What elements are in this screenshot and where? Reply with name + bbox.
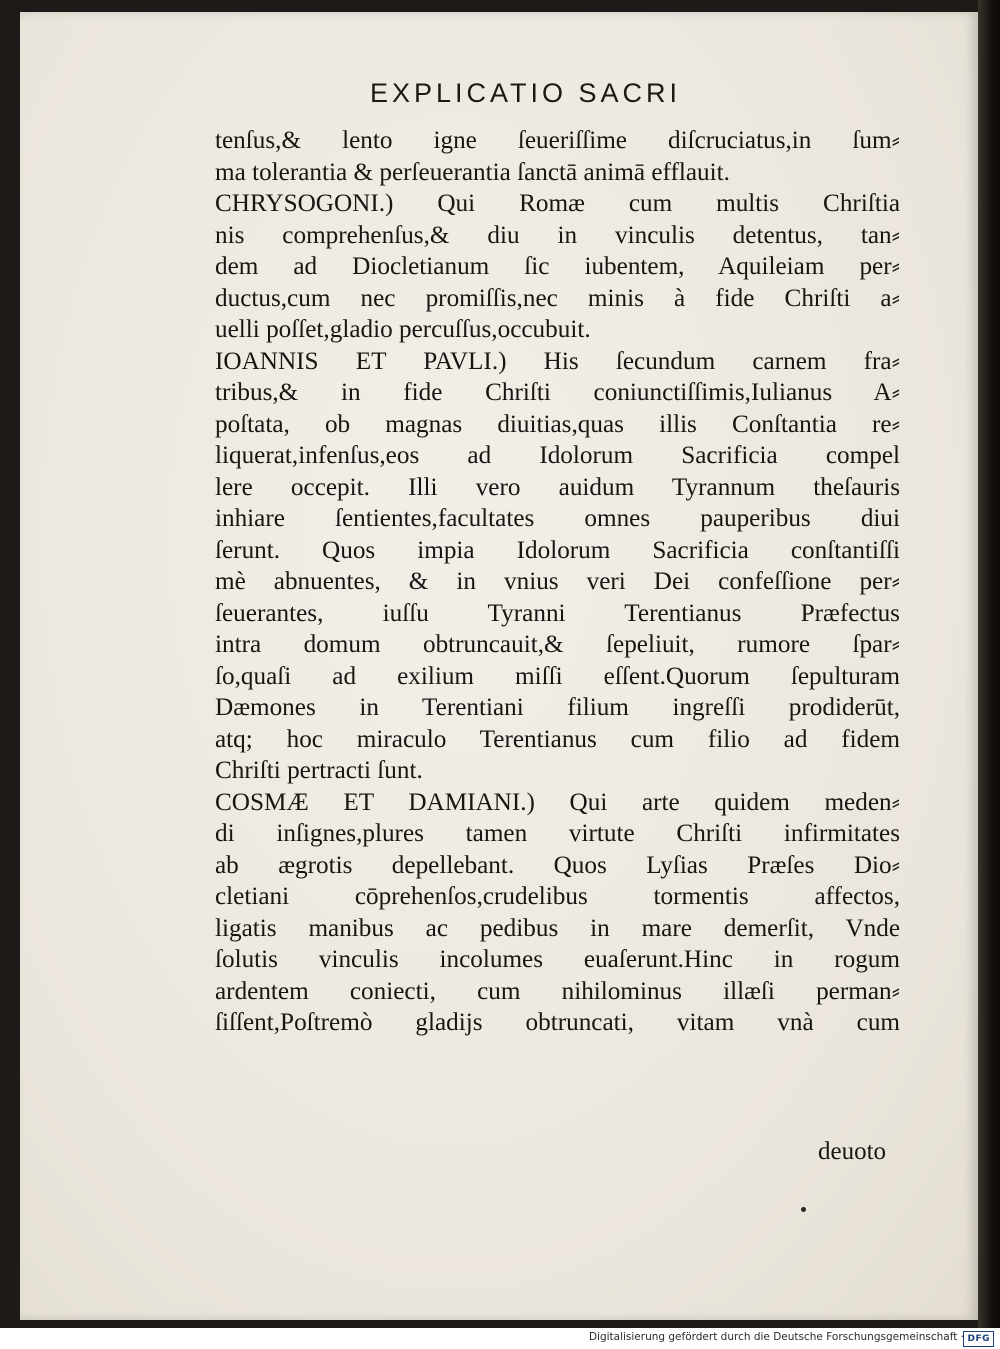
text-line: nis comprehenſus,& diu in vinculis detentus, tan⸗ [215, 221, 900, 249]
text-line: ſeuerantes, iuſſu Tyranni Terentianus Præfectus [215, 599, 900, 627]
text-line: tenſus,& lento igne ſeueriſſime diſcruciatus,in ſum⸗ [215, 127, 900, 154]
section-chrysogoni: CHRYSOGONI.) Qui Romæ cum multis Chriſtia [215, 190, 900, 217]
text-line: ſolutis vinculis incolumes euaſerunt.Hinc in rogum [215, 946, 900, 973]
text-line: tribus,& in fide Chriſti coniunctiſſimis,Iulianus A⸗ [215, 379, 900, 406]
text-line: ſo,quaſi ad exilium miſſi eſſent.Quorum ſepulturam [215, 662, 900, 690]
text-line: di inſignes,plures tamen virtute Chriſti infirmitates [215, 820, 900, 847]
text-line: mè abnuentes, & in vnius veri Dei confeſſione per⸗ [215, 568, 900, 595]
text-line: cletiani cōprehenſos,crudelibus tormentis affectos, [215, 883, 900, 910]
text-line: liquerat,infenſus,eos ad Idolorum Sacrificia compel [215, 442, 900, 469]
section-ioannis-et-pauli: IOANNIS ET PAVLI.) His ſecundum carnem fra⸗ [215, 347, 900, 375]
text-line: ab ægrotis depellebant. Quos Lyſias Præſes Dio⸗ [215, 851, 900, 879]
text-line: ſerunt. Quos impia Idolorum Sacrificia conſtantiſſi [215, 536, 900, 564]
digitization-credit: Digitalisierung gefördert durch die Deutsche Forschungsgemeinschaft · [588, 1331, 964, 1343]
text-line: Chriſti pertracti ſunt. [215, 757, 423, 784]
text-line: atq; hoc miraculo Terentianus cum filio ad fidem [215, 725, 900, 753]
text-line: ductus,cum nec promiſſis,nec minis à fide Chriſti a⸗ [215, 284, 900, 312]
main-text-block [215, 125, 900, 1039]
running-head: EXPLICATIO SACRI [370, 78, 682, 108]
text-line: ſiſſent,Poſtremò gladijs obtruncati, vitam vnà cum [215, 1009, 900, 1036]
text-line: inhiare ſentientes,facultates omnes pauperibus diui [215, 505, 900, 532]
text-line: poſtata, ob magnas diuitias,quas illis Conſtantia re⸗ [215, 410, 900, 438]
text-line: ligatis manibus ac pedibus in mare demerſit, Vnde [215, 914, 900, 942]
text-line: Dæmones in Terentiani filium ingreſſi prodiderūt, [215, 694, 900, 721]
text-line: ardentem coniecti, cum nihilominus illæſi perman⸗ [215, 977, 900, 1005]
section-cosmae-et-damiani: COSMÆ ET DAMIANI.) Qui arte quidem meden⸗ [215, 788, 900, 816]
catchword: deuoto [818, 1138, 887, 1165]
dfg-logo-icon[interactable]: DFG [963, 1331, 994, 1347]
text-line: uelli poſſet,gladio percuſſus,occubuit. [215, 316, 591, 343]
text-line: ma tolerantia & perſeuerantia ſanctā animā efflauit. [215, 158, 730, 186]
book-spine-edge [978, 0, 1000, 1328]
ink-dot [801, 1207, 806, 1212]
text-line: dem ad Diocletianum ſic iubentem, Aquileiam per⸗ [215, 253, 900, 280]
text-line: lere occepit. Illi vero auidum Tyrannum theſauris [215, 473, 900, 501]
text-line: intra domum obtruncauit,& ſepeliuit, rumore ſpar⸗ [215, 631, 900, 658]
